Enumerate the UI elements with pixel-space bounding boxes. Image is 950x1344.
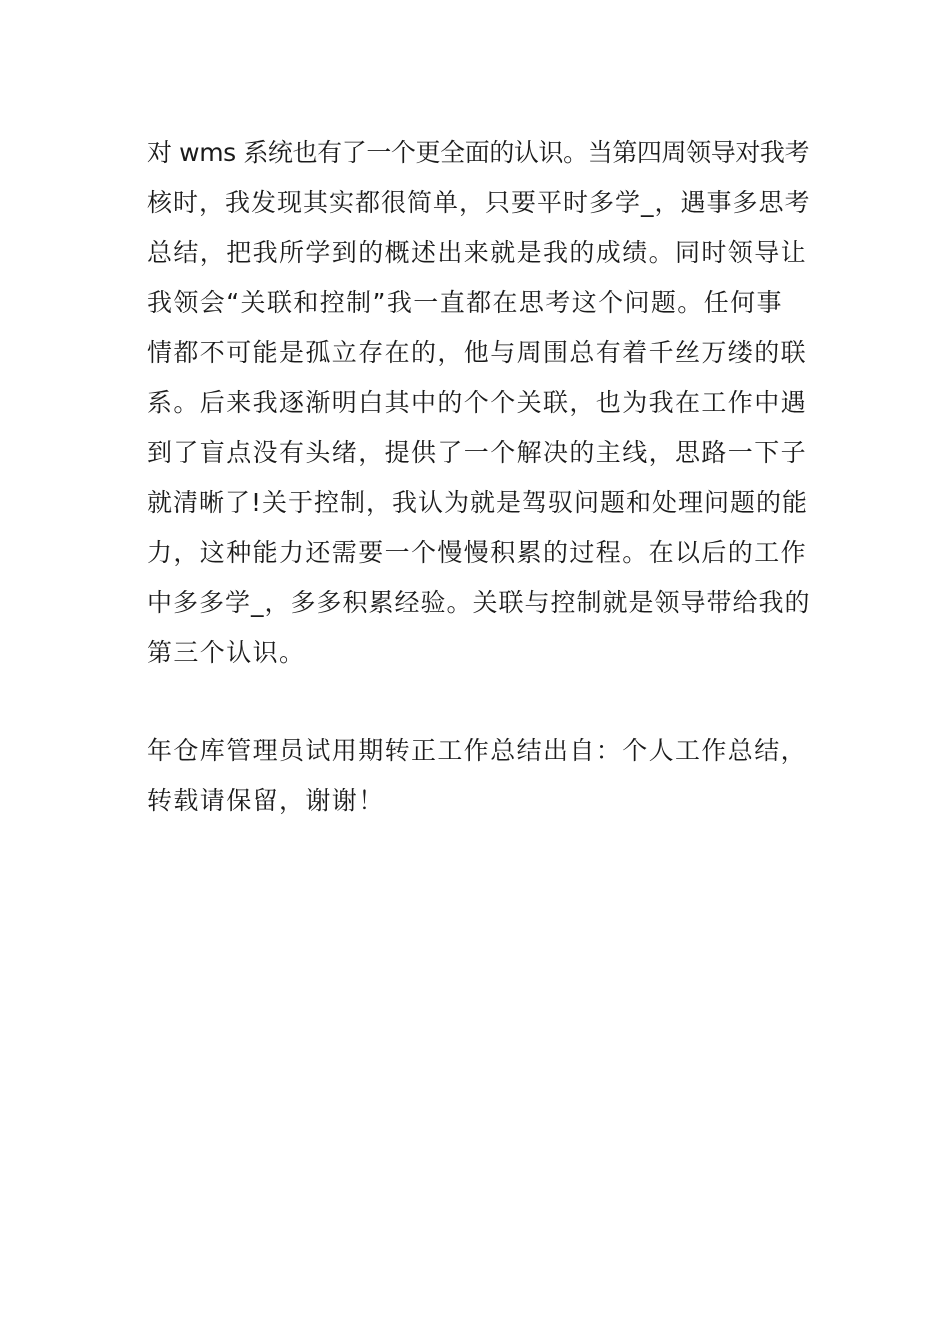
body-line: 对 wms 系统也有了一个更全面的认识。当第四周领导对我考 [147,138,810,167]
body-line: 中多多学_，多多积累经验。关联与控制就是领导带给我的 [147,588,811,617]
body-line: 第三个认识。 [147,638,306,667]
body-line: 我领会“关联和控制”我一直都在思考这个问题。任何事 [147,288,783,317]
source-line: 年仓库管理员试用期转正工作总结出自：个人工作总结， [147,736,808,765]
body-line: 总结，把我所学到的概述出来就是我的成绩。同时领导让 [147,238,808,267]
body-line: 情都不可能是孤立存在的，他与周围总有着千丝万缕的联 [147,338,808,367]
body-line: 就清晰了!关于控制，我认为就是驾驭问题和处理问题的能 [147,488,809,517]
body-line: 到了盲点没有头绪，提供了一个解决的主线，思路一下子 [147,438,808,467]
source-note-paragraph [147,726,812,826]
source-line: 转载请保留，谢谢！ [147,786,385,815]
body-line: 力，这种能力还需要一个慢慢积累的过程。在以后的工作 [147,538,808,567]
body-line: 核时，我发现其实都很简单，只要平时多学_，遇事多思考 [147,188,811,217]
body-line: 系。后来我逐渐明白其中的个个关联，也为我在工作中遇 [147,388,808,417]
body-paragraph [147,128,812,678]
